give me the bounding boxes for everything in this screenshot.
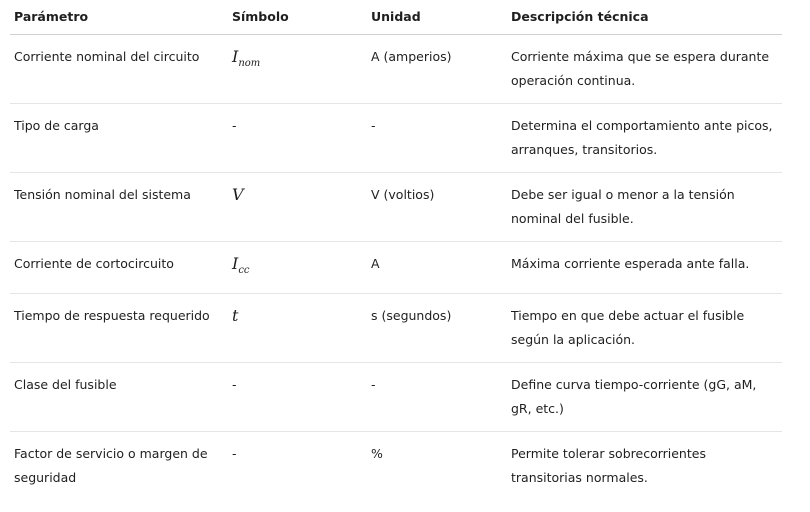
parameters-table (10, 0, 782, 500)
cell-simbolo (228, 431, 367, 500)
header-parametro: Parámetro (10, 0, 228, 34)
cell-unidad: V (voltios) (367, 172, 507, 241)
cell-unidad: - (367, 103, 507, 172)
table-row (10, 293, 782, 362)
header-simbolo: Símbolo (228, 0, 367, 34)
cell-simbolo (228, 362, 367, 431)
cell-parametro: Factor de servicio o margen de seguridad (14, 445, 208, 485)
cell-simbolo (228, 103, 367, 172)
cell-parametro: Tiempo de respuesta requerido (10, 293, 228, 362)
cell-descripcion: Determina el comportamiento ante picos, arranques, transitorios. (507, 103, 782, 172)
cell-unidad: % (371, 445, 383, 461)
symbol: - (232, 117, 237, 133)
cell-simbolo (228, 34, 367, 103)
symbol-base: I (232, 253, 239, 273)
symbol: - (232, 376, 237, 392)
symbol-subscript: cc (238, 264, 250, 276)
table-row (10, 431, 782, 500)
symbol-base: I (232, 46, 239, 66)
table-row (10, 34, 782, 103)
header-unidad: Unidad (367, 0, 507, 34)
symbol-subscript: nom (238, 57, 261, 69)
symbol: V (232, 184, 244, 204)
cell-parametro: Corriente nominal del circuito (10, 34, 228, 103)
table-row (10, 172, 782, 241)
cell-unidad: - (367, 362, 507, 431)
table-header-row (10, 0, 782, 34)
cell-simbolo (228, 172, 367, 241)
cell-descripcion: Tiempo en que debe actuar el fusible según la aplicación. (507, 293, 782, 362)
cell-parametro: Tipo de carga (10, 103, 228, 172)
cell-parametro: Corriente de cortocircuito (10, 241, 228, 293)
cell-unidad: A (amperios) (367, 34, 507, 103)
cell-simbolo (228, 241, 367, 293)
table-row (10, 241, 782, 293)
cell-descripcion: Corriente máxima que se espera durante operación continua. (507, 34, 782, 103)
cell-descripcion: Debe ser igual o menor a la tensión nominal del fusible. (507, 172, 782, 241)
cell-unidad: s (segundos) (367, 293, 507, 362)
cell-parametro: Tensión nominal del sistema (10, 172, 228, 241)
table-row (10, 103, 782, 172)
cell-descripcion: Máxima corriente esperada ante falla. (507, 241, 782, 293)
symbol (232, 253, 250, 276)
cell-descripcion: Define curva tiempo-corriente (gG, aM, gR, etc.) (507, 362, 782, 431)
cell-descripcion: Permite tolerar sobrecorrientes transitorias normales. (511, 445, 706, 485)
symbol (232, 46, 261, 69)
header-descripcion: Descripción técnica (507, 0, 782, 34)
symbol: - (232, 445, 237, 461)
table-row (10, 362, 782, 431)
cell-parametro: Clase del fusible (10, 362, 228, 431)
cell-unidad: A (367, 241, 507, 293)
cell-simbolo (228, 293, 367, 362)
symbol: t (232, 305, 239, 325)
